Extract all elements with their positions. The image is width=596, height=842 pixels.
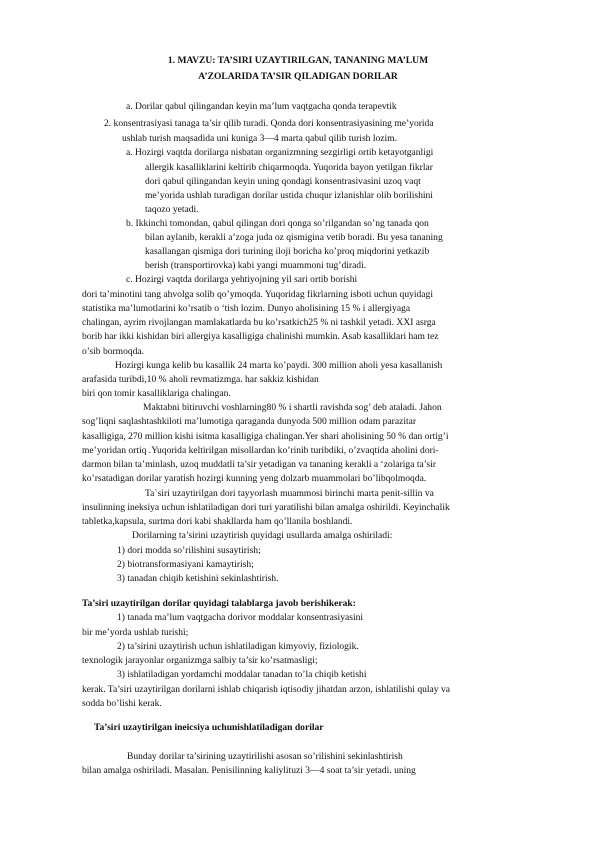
list-item: 1) dori modda so’rilishini susaytirish; — [117, 545, 261, 556]
text-line: berish (transportirovka) kabi yangi muammoni tug’diradi. — [145, 260, 367, 271]
text-line: Hozirgi kunga kelib bu kasallik 24 marta ko’paydi. 300 million aholi yesa kasallanish — [115, 360, 443, 371]
text-line: me’yoridan ortiq .Yuqorida keltirilgan misollardan ko’rinib turibdiki, o’zvaqtida aholini dori- — [82, 445, 439, 456]
text-line: Maktabni bitiruvchi voshlarning80 % i shartli ravishda sog’ deb ataladi. Jahon — [143, 402, 442, 413]
text-line: Ta`siri uzaytirilgan dori tayyorlash muammosi birinchi marta penit-sillin va — [145, 488, 434, 499]
text-line: a. Hozirgi vaqtda dorilarga nisbatan organizmning sezgirligi ortib ketayotganligi — [126, 147, 434, 158]
text-line: b. Ikkinchi tomondan, qabul qilingan dori qonga so’rilgandan so’ng tanada qon — [126, 218, 429, 229]
text-line: sodda bo’lishi kerak. — [82, 698, 162, 709]
text-line: a. Dorilar qabul qilingandan keyin ma’lum vaqtgacha qonda terapevtik — [126, 101, 397, 112]
text-line: c. Hozirgi vaqtda dorilarga yehtiyojning yil sari ortib borishi — [126, 274, 358, 285]
text-line: Dorilarning ta’sirini uzaytirish quyidagi usullarda amalga oshiriladi: — [132, 530, 393, 541]
page-title-line-1: 1. MAVZU: TA’SIRI UZAYTIRILGAN, TANANING MA’LUM — [167, 55, 429, 66]
text-line: bir me’yorda ushlab turishi; — [82, 627, 189, 638]
text-line: kerak. Ta’siri uzaytirilgan dorilarni ishlab chiqarish iqtisodiy jihatdan arzon, ishlatilishi qulay va — [82, 684, 450, 695]
text-line: chalingan, ayrim rivojlangan mamlakatlarda bu ko’rsatkich25 % ni tashkil yetadi. XXI asrga — [82, 317, 436, 328]
text-line: bilan amalga oshiriladi. Masalan. Penisilinning kaliylituzi 3—4 soat ta’sir yetadi. uning — [82, 765, 416, 776]
list-item: 2) biotransformasiyani kamaytirish; — [117, 559, 254, 570]
text-line: dori qabul qilingandan keyin uning qondagi konsentrasivasini uzoq vaqt — [145, 176, 421, 187]
text-line: o’sib bormoqda. — [82, 346, 145, 357]
text-line: Bunday dorilar ta’sirining uzaytirilishi asosan so’rilishini sekinlashtirish — [127, 751, 403, 762]
text-line: texnologik jarayonlar organizmga salbiy ta’sir ko’rsatmasligi; — [82, 655, 318, 666]
text-line: sog’liqni saqlashtashkiloti ma’lumotiga qaraganda dunyoda 500 million odam parazitar — [82, 416, 417, 427]
page-title-line-2: A’ZOLARIDA TA’SIR QILADIGAN DORILAR — [198, 71, 398, 82]
list-item: 1) tanada ma’lum vaqtgacha dorivor moddalar konsentrasiyasini — [117, 612, 364, 623]
list-item: 2) ta’sirini uzaytirish uchun ishlatiladigan kimyoviy, fiziologik. — [117, 641, 359, 652]
text-line: 2. konsentrasiyasi tanaga ta’sir qilib turadi. Qonda dori konsentrasiyasining me’yorida — [104, 118, 434, 129]
text-line: me’yorida ushlab turadigan dorilar ustida chuqur izlanishlar olib borilishini — [145, 190, 433, 201]
text-line: bilan aylanib, kerakli a’zoga juda oz qismigina vetib boradi. Bu yesa tananing — [145, 232, 443, 243]
section-heading: Ta’siri uzaytirilgan ineicsiya uchunishlatiladigan dorilar — [94, 722, 324, 733]
text-line: arafasida turibdi,10 % aholi revmatizmga. har sakkiz kishidan — [82, 374, 319, 385]
text-line: dori ta’minotini tang ahvolga solib qo’ymoqda. Yuqoridag fikrlarning isboti uchun quyidagi — [82, 289, 433, 300]
text-line: kasallangan qismiga dori turining iloji boricha ko’proq miqdorini yetkazib — [145, 246, 430, 257]
text-line: borib har ikki kishidan biri allergiya kasalligiga chalinishi mumkin. Asab kasalliklari ham tez — [82, 331, 439, 342]
text-line: insulinning ineksiya uchun ishlatiladigan dori turi yaratilishi bilan amalga oshirildi. Keyinchalik — [82, 502, 450, 513]
text-line: taqozo yetadi. — [145, 204, 199, 215]
text-line: ushlab turish maqsadida uni kuniga 3—4 marta qabul qilib turish lozim. — [122, 133, 397, 144]
text-line: statistika ma’lumotlarini ko’rsatib o ‘tish lozim. Dunyo aholisining 15 % i allergiyaga — [82, 303, 411, 314]
text-line: kasalligiga, 270 million kishi isitma kasalligiga chalingan.Yer shari aholisining 50 % dan ortig’i — [82, 431, 449, 442]
text-line: ko’rsatadigan dorilar yaratish hozirgi kunning yeng dolzarb muammolari bo’libqolmoqda. — [82, 473, 427, 484]
section-heading: Ta’siri uzaytirilgan dorilar quyidagi talablarga javob berishikerak: — [82, 598, 356, 609]
text-line: darmon bilan ta’minlash, uzoq muddatli ta’sir yetadigan va tananing kerakli a ‘zolariga ta’sir — [82, 459, 436, 470]
list-item: 3) ishlatiladigan yordamchi moddalar tanadan to’la chiqib ketishi — [117, 669, 367, 680]
list-item: 3) tanadan chiqib ketishini sekinlashtirish. — [117, 573, 279, 584]
text-line: allergik kasalliklarini keltirib chiqarmoqda. Yuqorida bayon yetilgan fikrlar — [145, 162, 433, 173]
text-line: tabletka,kapsula, surtma dori kabi shakllarda ham qo’llanila boshlandi. — [82, 516, 353, 527]
text-line: biri qon tomir kasalliklariga chalingan. — [82, 388, 231, 399]
